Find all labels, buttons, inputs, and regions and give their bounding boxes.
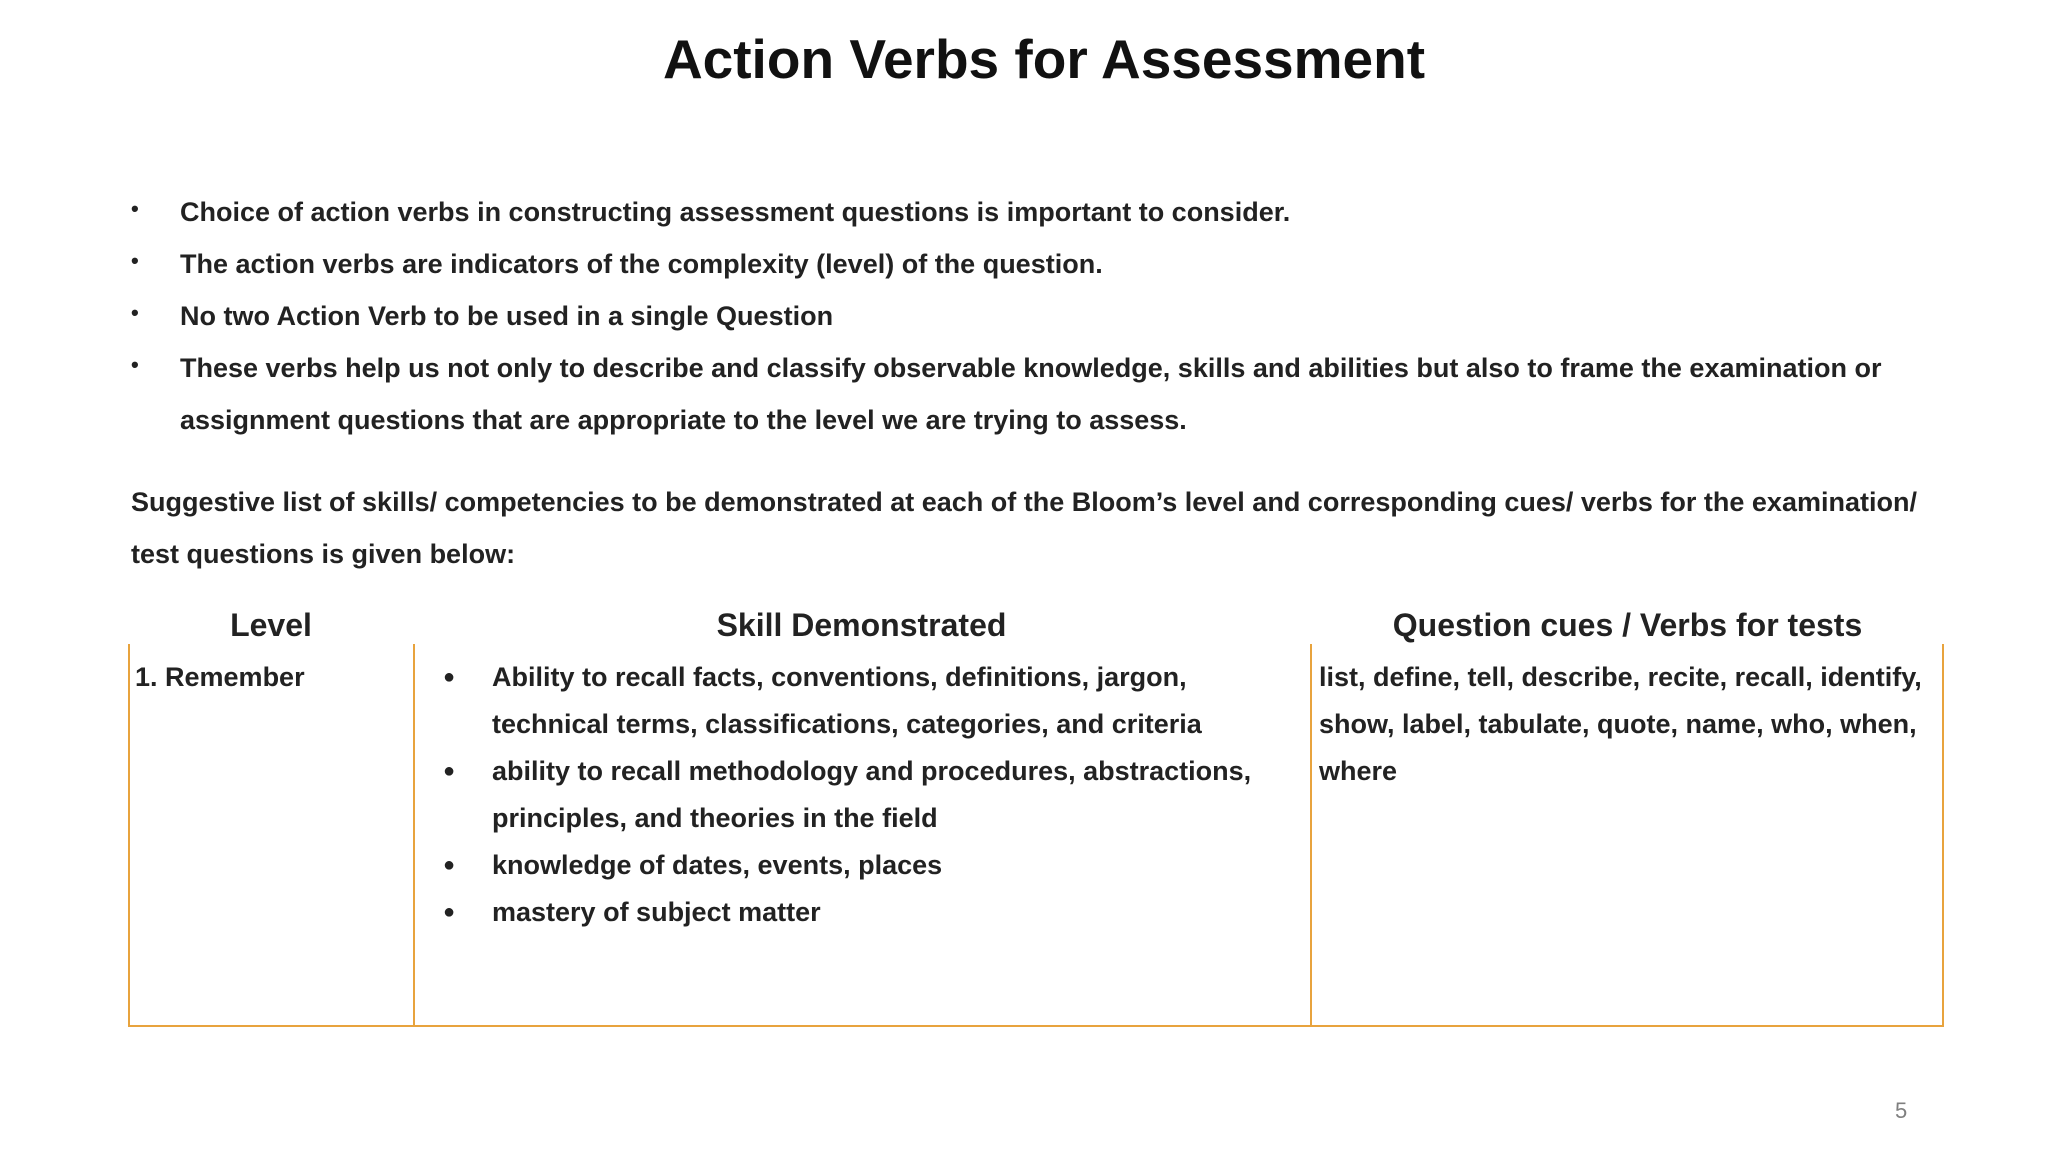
level-text: 1. Remember	[135, 662, 305, 692]
slide-title: Action Verbs for Assessment	[662, 28, 1426, 90]
intro-paragraph: Suggestive list of skills/ competencies to be demonstrated at each of the Bloom’s level and corresponding cues/ verbs for the examination/ test questions is given below:	[131, 487, 1917, 569]
skill-list	[415, 654, 1295, 936]
skill-item	[415, 889, 1295, 936]
cues-cell	[1312, 644, 1942, 1025]
bullet-icon: ●	[443, 854, 456, 876]
skill-text: Ability to recall facts, conventions, definitions, jargon, technical terms, classifications, categories, and criteria	[492, 662, 1202, 739]
skill-cell	[415, 644, 1312, 1025]
bullet-icon: •	[131, 352, 139, 377]
bullet-text: No two Action Verb to be used in a single Question	[180, 301, 834, 331]
skill-text: knowledge of dates, events, places	[492, 850, 943, 880]
bullet-icon: •	[131, 196, 139, 221]
bullet-item	[131, 342, 1891, 446]
table-header-level: Level	[230, 607, 312, 643]
skill-item	[415, 748, 1295, 842]
bullet-item	[131, 238, 1891, 290]
skill-item	[415, 654, 1295, 748]
table-header-cues: Question cues / Verbs for tests	[1392, 607, 1863, 643]
cues-text: list, define, tell, describe, recite, recall, identify, show, label, tabulate, quote, name, who, when, where	[1319, 662, 1922, 786]
bullet-text: The action verbs are indicators of the complexity (level) of the question.	[180, 249, 1103, 279]
bullet-icon: •	[131, 248, 139, 273]
bullet-item	[131, 290, 1891, 342]
bullet-text: Choice of action verbs in constructing assessment questions is important to consider.	[180, 197, 1291, 227]
table-header-skill: Skill Demonstrated	[716, 607, 1007, 643]
bullet-icon: ●	[443, 760, 456, 782]
page-number: 5	[1895, 1098, 1908, 1123]
bullet-text: These verbs help us not only to describe and classify observable knowledge, skills and abilities but also to frame the examination or assignment questions that are appropriate to the level we are trying to assess.	[180, 353, 1882, 435]
skill-item	[415, 842, 1295, 889]
level-cell	[130, 644, 415, 1025]
table-row	[128, 644, 1944, 1027]
bullet-list	[131, 186, 1891, 446]
bullet-icon: ●	[443, 901, 456, 923]
bullet-item	[131, 186, 1891, 238]
bullet-icon: •	[131, 300, 139, 325]
bullet-icon: ●	[443, 666, 456, 688]
skill-text: ability to recall methodology and procedures, abstractions, principles, and theories in the field	[492, 756, 1252, 833]
skill-text: mastery of subject matter	[492, 897, 821, 927]
